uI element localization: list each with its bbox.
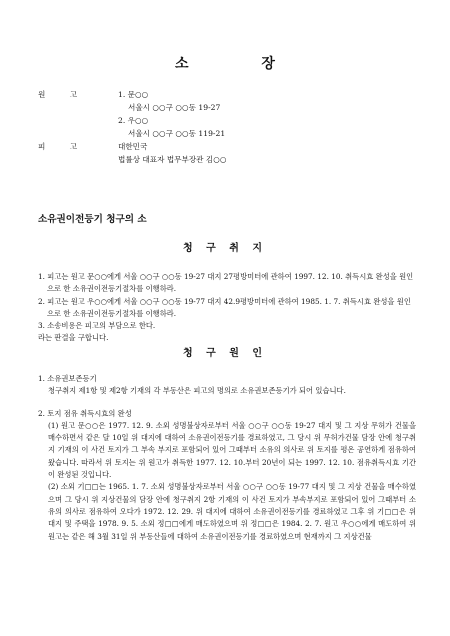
party-role [38, 114, 81, 127]
party-value: 서울시 ○○구 ○○동 119-21 [128, 129, 226, 138]
party-value: 법률상 대표자 법무부장관 김○○ [118, 155, 227, 164]
parties-block [38, 88, 227, 166]
party-value: 1. 문○○ [118, 90, 149, 99]
party-value: 서울시 ○○구 ○○동 19-27 [128, 103, 221, 112]
document-title: 소 장 [175, 56, 309, 72]
section-text: 청구취지 제1항 및 제2항 기재의 각 부동산은 피고의 명의로 소유권보존등기가 되어 있습니다. [48, 386, 346, 396]
claim-item: 3. 소송비용은 피고의 부담으로 한다. [38, 321, 156, 331]
claim-item: 2. 피고는 원고 우○○에게 서울 ○○구 ○○동 19-77 대지 42.9평방미터에 관하여 1985. 1. 7. 취득시효 완성을 원인으로 한 소유권이전등기절차를 이행하라. [38, 296, 411, 318]
case-title: 소유권이전등기 청구의 소 [38, 214, 147, 225]
party-role [38, 153, 81, 166]
party-row [38, 114, 227, 127]
causes-block [38, 373, 416, 543]
party-row [38, 140, 227, 153]
section-paragraph: (2) 소외 기□□는 1965. 1. 7. 소외 성명불상자로부터 서울 ○○구 ○○동 19-77 대지 및 그 지상 건물을 매수하였으며 그 당시 위 지상건물의 담장 안에 청구취지 2항 기재의 이 사건 토지가 부속부지로 포함되어 있어 그때부터 소유의 의사로 점유하여 오다가 1972. 12. 29. 위 대지에 대하여 소유권이전등기를 경료하였고 그후 위 기□□은 위 대지 및 주택을 1978. 9. 5. 소외 정□□에게 매도하였으며 위 정□□은 1984. 2. 7. 원고 우○○에게 매도하여 위 원고는 같은 해 3월 31일 위 부동산들에 대하여 소유권이전등기를 경료하였으며 현재까지 그 지상건물 [48, 482, 416, 541]
party-row [38, 88, 227, 101]
party-row [38, 153, 227, 166]
party-value: 2. 우○○ [118, 116, 149, 125]
claims-block [38, 271, 416, 345]
party-role [38, 127, 81, 140]
claim-item: 1. 피고는 원고 문○○에게 서울 ○○구 ○○동 19-27 대지 27평방미터에 관하여 1997. 12. 10. 취득시효 완성을 원인으로 한 소유권이전등기절차를 이행하라. [38, 272, 414, 294]
party-role [38, 101, 81, 114]
section-heading: 2. 토지 점유 취득시효의 완성 [38, 408, 132, 418]
party-value: 대한민국 [118, 142, 148, 151]
section-heading: 1. 소유권보존등기 [38, 374, 97, 383]
party-role: 피 고 [38, 142, 89, 151]
party-role: 원 고 [38, 90, 89, 99]
section-paragraph: (1) 원고 문○○은 1977. 12. 9. 소외 성명불상자로부터 서울 ○○구 ○○동 19-27 대지 및 그 지상 무허가 건물을 매수하면서 같은 달 10일 위 대지에 대하여 소유권이전등기를 경료하였고, 그 당시 위 무허가건물 담장 안에 청구취지 기재의 이 사건 토지가 그 부속 부지로 포함되어 있어 그때부터 소유의 의사로 위 토지를 평온 공연하게 점유하여 왔습니다. 따라서 위 토지는 위 원고가 취득한 1977. 12. 10.부터 20년이 되는 1997. 12. 10. 점유취득시효 기간이 완성된 것입니다. [48, 420, 416, 480]
claims-heading: 청 구 취 지 [182, 243, 268, 254]
causes-heading: 청 구 원 인 [182, 348, 268, 359]
claim-closing: 라는 판결을 구합니다. [38, 333, 109, 343]
party-row [38, 101, 227, 114]
party-row [38, 127, 227, 140]
